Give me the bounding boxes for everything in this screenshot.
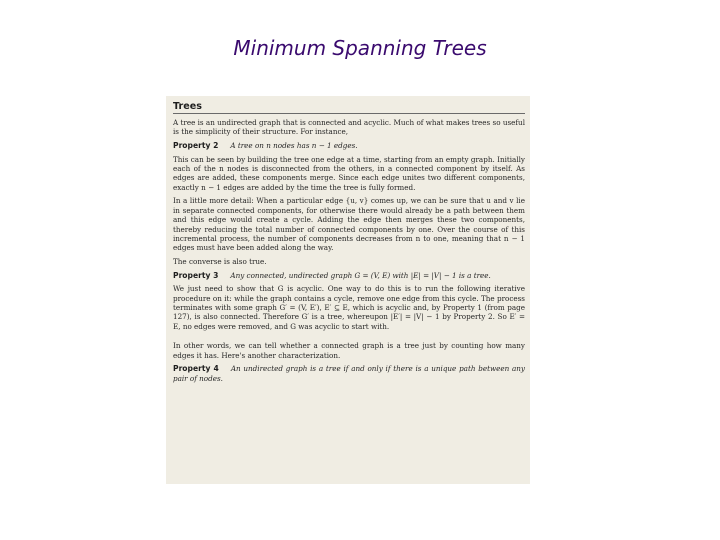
property-2-text: A tree on n nodes has n − 1 edges.	[230, 141, 358, 150]
property-2	[173, 141, 525, 150]
paragraph-converse: The converse is also true.	[173, 257, 267, 267]
property-3	[173, 271, 525, 280]
heading-rule	[173, 113, 525, 114]
property-2-label: Property 2	[173, 141, 219, 150]
property-4	[173, 364, 525, 383]
property-4-text: An undirected graph is a tree if and only if there is a unique path between any pair of nodes.	[173, 364, 525, 383]
paragraph-build-tree: This can be seen by building the tree one edge at a time, starting from an empty graph. Initially each of the n nodes is disconnected from the others, in a connected component by itself. As edges are added, these components merge. Since each edge unites two different components, exactly n − 1 edges are added by the time the tree is fully formed.	[173, 154, 525, 192]
property-3-label: Property 3	[173, 270, 219, 280]
paragraph-detail: In a little more detail: When a particular edge {u, v} comes up, we can be sure that u and v lie in separate connected components, for otherwise there would already be a path between them and this edge would create a cycle. Adding the edge then merges these two components, thereby reducing the total number of connected components by one. Over the course of this incremental process, the number of components decreases from n to one, meaning that n − 1 edges must have been added along the way.	[173, 196, 525, 253]
page-content	[173, 101, 525, 387]
paragraph-intro: A tree is an undirected graph that is connected and acyclic. Much of what makes trees so useful is the simplicity of their structure. For instance,	[173, 118, 525, 137]
property-3-text: Any connected, undirected graph G = (V, E) with |E| = |V| − 1 is a tree.	[230, 270, 491, 280]
paragraph-proof: We just need to show that G is acyclic. One way to do this is to run the following iterative procedure on it: while the graph contains a cycle, remove one edge from this cycle. The process terminates with some graph G′ = (V, E′), E′ ⊆ E, which is acyclic and, by Property 1 (from page 127), is also connected. Therefore G′ is a tree, whereupon |E′| = |V| − 1 by Property 2. So E′ = E, no edges were removed, and G was acyclic to start with.	[173, 284, 525, 331]
property-4-label: Property 4	[173, 364, 219, 374]
section-heading: Trees	[173, 101, 202, 112]
textbook-page-image	[166, 96, 530, 484]
slide-title: Minimum Spanning Trees	[233, 36, 487, 60]
paragraph-other-words: In other words, we can tell whether a connected graph is a tree just by counting how many edges it has. Here's another characterization.	[173, 341, 525, 360]
